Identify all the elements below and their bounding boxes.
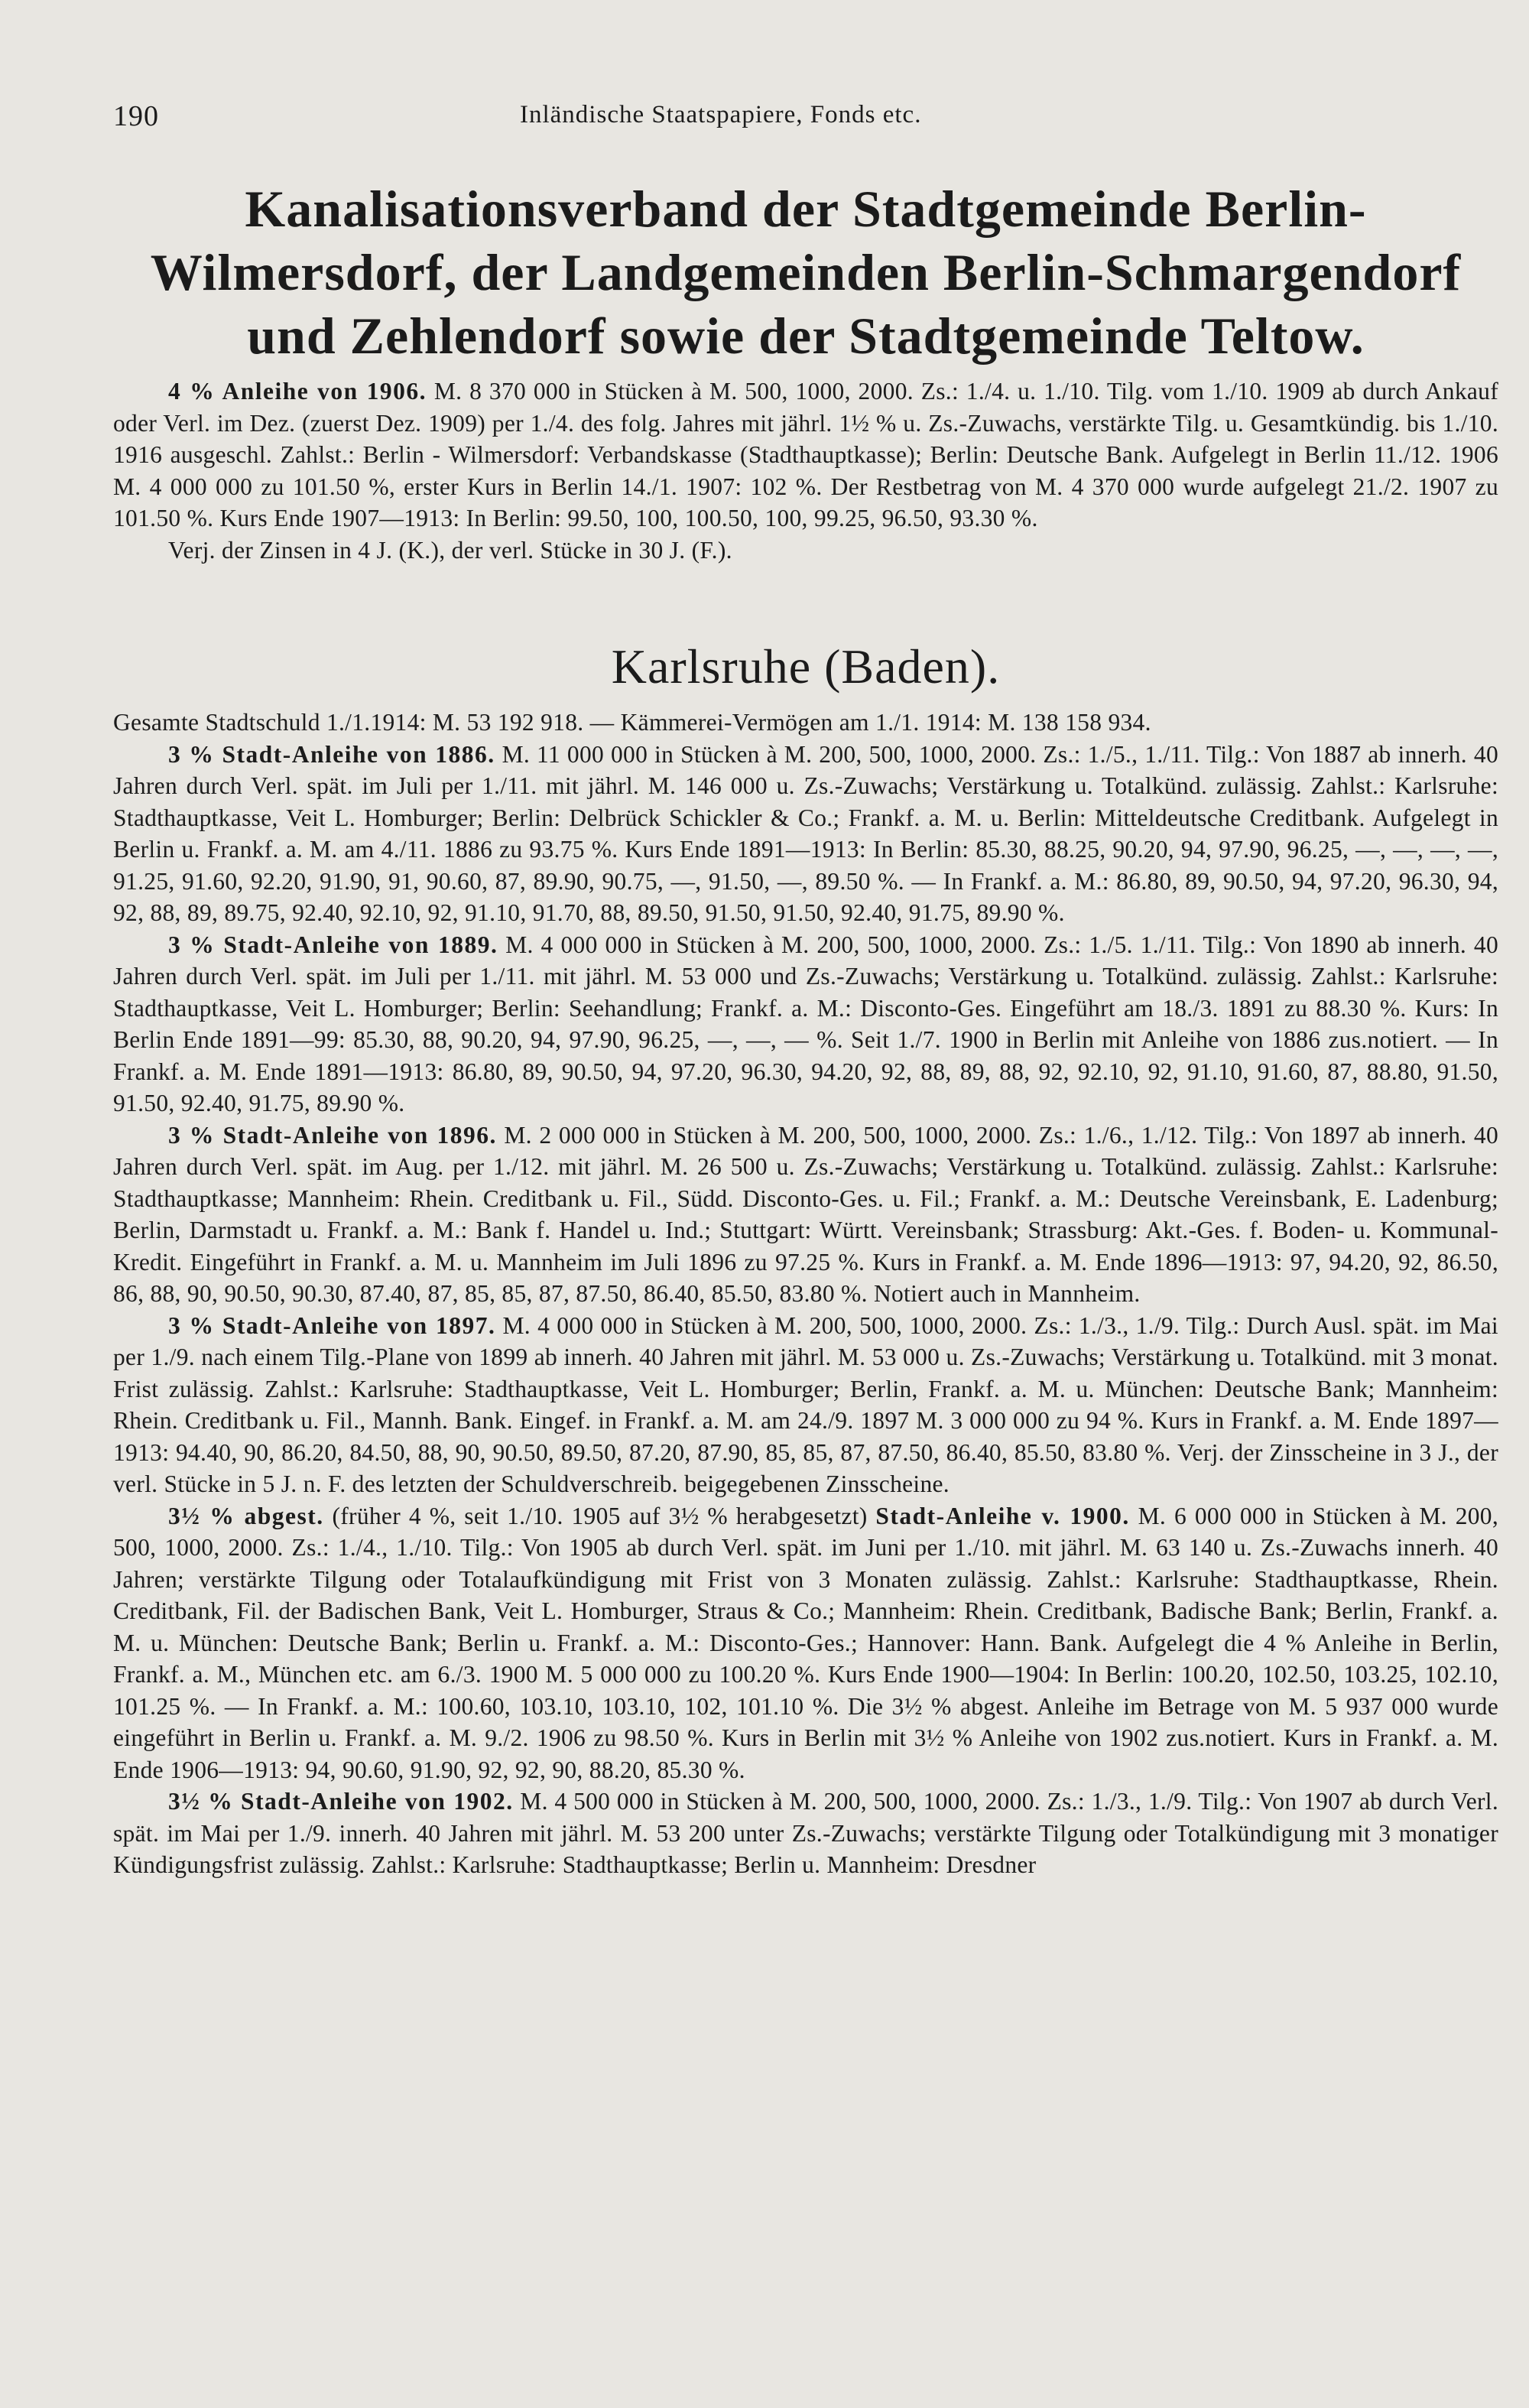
- bond-heading-2: Stadt-Anleihe v. 1900.: [875, 1502, 1130, 1529]
- bond-text: M. 8 370 000 in Stücken à M. 500, 1000, 2000. Zs.: 1./4. u. 1./10. Tilg. vom 1./10. 1909 ab durch Ankauf oder Verl. im Dez. (zuerst Dez. 1909) per 1./4. des folg. Jahres mit jährl. 1½ % u. Zs.-Zuwachs, verstärkte Tilg. u. Gesamtkündig. bis 1./10. 1916 ausgeschl. Zahlst.: Berlin - Wilmersdorf: Verbandskasse (Stadthauptkasse); Berlin: Deutsche Bank. Aufgelegt in Berlin 11./12. 1906 M. 4 000 000 zu 101.50 %, erster Kurs in Berlin 14./1. 1907: 102 %. Der Restbetrag von M. 4 370 000 wurde aufgelegt 21./2. 1907 zu 101.50 %. Kurs Ende 1907—1913: In Berlin: 99.50, 100, 100.50, 100, 99.25, 96.50, 93.30 %.: [113, 378, 1498, 531]
- bond-text: M. 2 000 000 in Stücken à M. 200, 500, 1000, 2000. Zs.: 1./6., 1./12. Tilg.: Von 1897 ab innerh. 40 Jahren durch Verl. spät. im Aug. per 1./12. mit jährl. M. 26 500 u. Zs.-Zuwachs; Verstärkung u. Totalkünd. zulässig. Zahlst.: Karlsruhe: Stadthauptkasse; Mannheim: Rhein. Creditbank u. Fil., Südd. Disconto-Ges. u. Fil.; Frankf. a. M.: Deutsche Vereinsbank, E. Ladenburg; Berlin, Darmstadt u. Frankf. a. M.: Bank f. Handel u. Ind.; Stuttgart: Württ. Vereinsbank; Strassburg: Akt.-Ges. f. Boden- u. Kommunal-Kredit. Eingeführt in Frankf. a. M. u. Mannheim im Juli 1896 zu 97.25 %. Kurs in Frankf. a. M. Ende 1896—1913: 97, 94.20, 92, 86.50, 86, 88, 90, 90.50, 90.30, 87.40, 87, 85, 85, 87, 87.50, 86.40, 85.50, 83.80 %. Notiert auch in Mannheim.: [113, 1121, 1498, 1307]
- section-title-kanalisationsverband: [113, 177, 1498, 368]
- paragraph-anleihe-1889: [113, 929, 1498, 1120]
- debt-line: Gesamte Stadtschuld 1./1.1914: M. 53 192 918. — Kämmerei-Vermögen am 1./1. 1914: M. 138 158 934.: [113, 709, 1151, 736]
- section-title-line-2: Wilmersdorf, der Landgemeinden Berlin-Schmargendorf: [150, 243, 1462, 301]
- bond-text: M. 4 000 000 in Stücken à M. 200, 500, 1000, 2000. Zs.: 1./3., 1./9. Tilg.: Durch Ausl. spät. im Mai per 1./9. nach einem Tilg.-Plane von 1899 ab innerh. 40 Jahren mit jährl. M. 53 000 u. Zs.-Zuwachs; Verstärkung u. Totalkünd. mit 3 monat. Frist zulässig. Zahlst.: Karlsruhe: Stadthauptkasse, Veit L. Homburger; Berlin, Frankf. a. M. u. München: Deutsche Bank; Mannheim: Rhein. Creditbank u. Fil., Mannh. Bank. Eingef. in Frankf. a. M. am 24./9. 1897 M. 3 000 000 zu 94 %. Kurs in Frankf. a. M. Ende 1897—1913: 94.40, 90, 86.20, 84.50, 88, 90, 90.50, 89.50, 87.20, 87.90, 85, 85, 87, 87.50, 86.40, 85.50, 83.80 %. Verj. der Zinsscheine in 3 J., der verl. Stücke in 5 J. n. F. des letzten der Schuldverschreib. beigegebenen Zinsscheine.: [113, 1311, 1498, 1497]
- section-title-line-3: und Zehlendorf sowie der Stadtgemeinde Teltow.: [247, 307, 1365, 365]
- section-title-line-1: Kanalisationsverband der Stadtgemeinde Berlin-: [245, 180, 1367, 238]
- paragraph-anleihe-1902: [113, 1786, 1498, 1881]
- bond-text: M. 4 000 000 in Stücken à M. 200, 500, 1000, 2000. Zs.: 1./5. 1./11. Tilg.: Von 1890 ab innerh. 40 Jahren durch Verl. spät. im Juli per 1./11. mit jährl. M. 53 000 und Zs.-Zuwachs; Verstärkung u. Totalkünd. zulässig. Zahlst.: Karlsruhe: Stadthauptkasse, Veit L. Homburger; Berlin: Seehandlung; Frankf. a. M.: Disconto-Ges. Eingeführt am 18./3. 1891 zu 88.30 %. Kurs: In Berlin Ende 1891—99: 85.30, 88, 90.20, 94, 97.90, 96.25, —, —, — %. Seit 1./7. 1900 in Berlin mit Anleihe von 1886 zus.notiert. — In Frankf. a. M. Ende 1891—1913: 86.80, 89, 90.50, 94, 97.20, 96.30, 94.20, 92, 88, 89, 88, 92, 92.10, 92, 91.10, 91.60, 87, 88.80, 91.50, 91.50, 92.40, 91.75, 89.90 %.: [113, 931, 1498, 1116]
- paragraph-anleihe-1896: [113, 1120, 1498, 1310]
- paragraph-anleihe-1897: [113, 1310, 1498, 1500]
- bond-note: (früher 4 %, seit 1./10. 1905 auf 3½ % herabgesetzt): [323, 1502, 876, 1529]
- bond-heading: 3 % Stadt-Anleihe von 1896.: [168, 1121, 497, 1149]
- section-title-karlsruhe: Karlsruhe (Baden).: [611, 639, 1001, 694]
- paragraph-verjaehrung: [113, 535, 1498, 567]
- bond-heading: 3½ % Stadt-Anleihe von 1902.: [168, 1788, 514, 1815]
- page-header: [113, 92, 1498, 138]
- bond-heading: 3½ % abgest.: [168, 1502, 324, 1529]
- bond-text: M. 6 000 000 in Stücken à M. 200, 500, 1000, 2000. Zs.: 1./4., 1./10. Tilg.: Von 1905 ab durch Verl. spät. im Juni per 1./10. mit jährl. M. 63 140 u. Zs.-Zuwachs innerh. 40 Jahren; verstärkte Tilgung oder Totalaufkündigung mit Frist von 3 Monaten zulässig. Zahlst.: Karlsruhe: Stadthauptkasse, Rhein. Creditbank, Fil. der Badischen Bank, Veit L. Homburger, Straus & Co.; Mannheim: Rhein. Creditbank, Badische Bank; Berlin, Frankf. a. M. u. München: Deutsche Bank; Berlin u. Frankf. a. M.: Disconto-Ges.; Hannover: Hann. Bank. Aufgelegt die 4 % Anleihe in Berlin, Frankf. a. M., München etc. am 6./3. 1900 M. 5 000 000 zu 100.20 %. Kurs Ende 1900—1904: In Berlin: 100.20, 102.50, 103.25, 102.10, 101.25 %. — In Frankf. a. M.: 100.60, 103.10, 103.10, 102, 101.10 %. Die 3½ % abgest. Anleihe im Betrage von M. 5 937 000 wurde eingeführt in Berlin u. Frankf. a. M. 9./2. 1906 zu 98.50 %. Kurs in Berlin mit 3½ % Anleihe von 1902 zus.notiert. Kurs in Frankf. a. M. Ende 1906—1913: 94, 90.60, 91.90, 92, 92, 90, 88.20, 85.30 %.: [113, 1502, 1499, 1783]
- bond-heading: 3 % Stadt-Anleihe von 1889.: [168, 931, 498, 958]
- spacer: [113, 566, 1498, 615]
- paragraph-text: Verj. der Zinsen in 4 J. (K.), der verl. Stücke in 30 J. (F.).: [168, 536, 732, 564]
- bond-heading: 3 % Stadt-Anleihe von 1897.: [168, 1311, 496, 1339]
- paragraph-anleihe-1906: [113, 375, 1498, 535]
- running-head: Inländische Staatspapiere, Fonds etc.: [520, 101, 922, 128]
- bond-heading: 3 % Stadt-Anleihe von 1886.: [168, 740, 495, 768]
- bond-text: M. 4 500 000 in Stücken à M. 200, 500, 1000, 2000. Zs.: 1./3., 1./9. Tilg.: Von 1907 ab durch Verl. spät. im Mai per 1./9. innerh. 40 Jahren mit jährl. M. 53 200 unter Zs.-Zuwachs; verstärkte Tilgung oder Totalkündigung mit 3 monatiger Kündigungsfrist zulässig. Zahlst.: Karlsruhe: Stadthauptkasse; Berlin u. Mannheim: Dresdner: [113, 1788, 1498, 1878]
- paragraph-anleihe-1886: [113, 739, 1498, 929]
- bond-text: M. 11 000 000 in Stücken à M. 200, 500, 1000, 2000. Zs.: 1./5., 1./11. Tilg.: Von 1887 ab innerh. 40 Jahren durch Verl. spät. im Juli per 1./11. mit jährl. M. 146 000 u. Zs.-Zuwachs; Verstärkung u. Totalkünd. zulässig. Zahlst.: Karlsruhe: Stadthauptkasse, Veit L. Homburger; Berlin: Delbrück Schickler & Co.; Frankf. a. M. u. Berlin: Mitteldeutsche Creditbank. Aufgelegt in Berlin u. Frankf. a. M. am 4./11. 1886 zu 93.75 %. Kurs Ende 1891—1913: In Berlin: 85.30, 88.25, 90.20, 94, 97.90, 96.25, —, —, —, —, 91.25, 91.60, 92.20, 91.90, 91, 90.60, 87, 89.90, 90.75, —, 91.50, —, 89.50 %. — In Frankf. a. M.: 86.80, 89, 90.50, 94, 97.20, 96.30, 94, 92, 88, 89, 89.75, 92.40, 92.10, 92, 91.10, 91.70, 88, 89.50, 91.50, 91.50, 92.40, 91.75, 89.90 %.: [113, 740, 1499, 926]
- paragraph-anleihe-1900: [113, 1500, 1498, 1786]
- paragraph-stadtschuld: [113, 707, 1498, 739]
- bond-heading: 4 % Anleihe von 1906.: [168, 378, 427, 405]
- page-number: 190: [113, 100, 159, 132]
